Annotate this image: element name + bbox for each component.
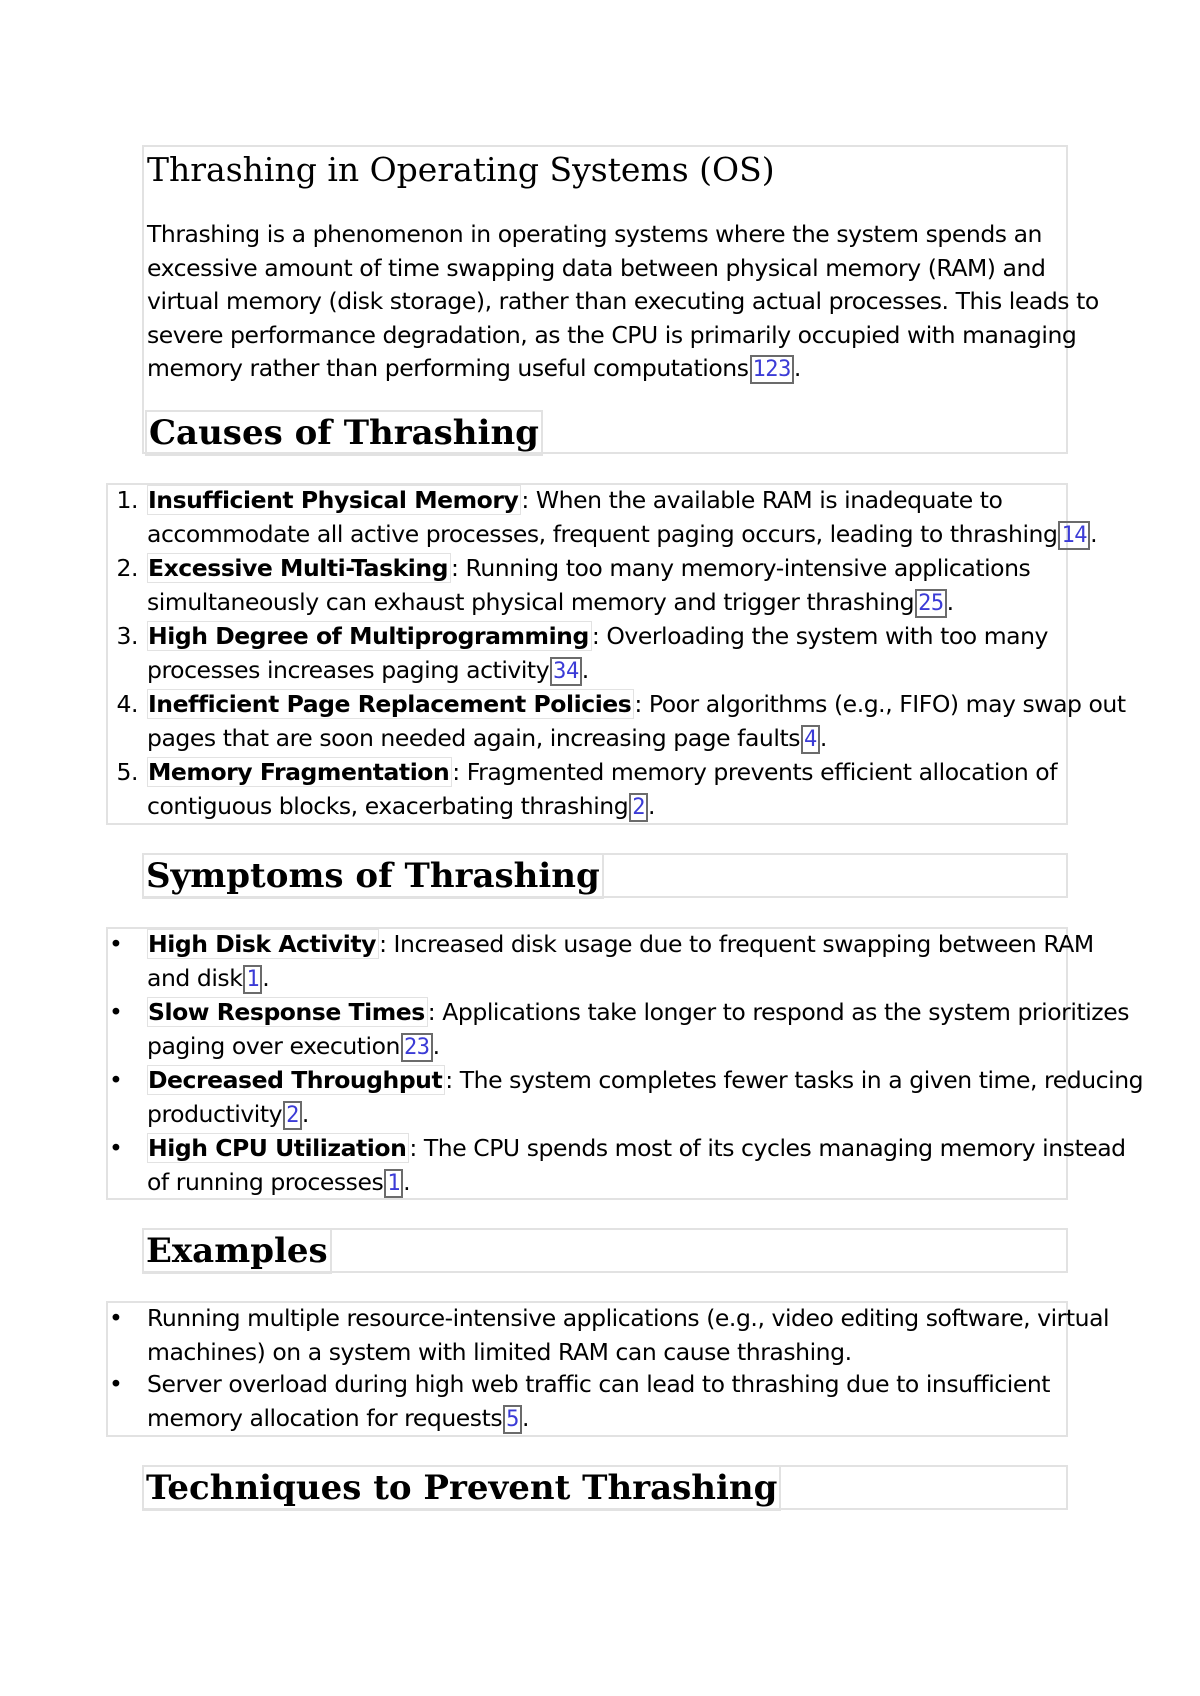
bullet: • [109,1066,123,1094]
list-item [116,552,1062,620]
list-item [109,1064,1144,1132]
citation-link[interactable]: 25 [915,589,947,618]
list-number: 1. [116,486,138,514]
item-text: pages that are soon needed again, increasing page faults [147,723,801,752]
item-text: contiguous blocks, exacerbating thrashing [147,791,629,820]
term: Inefficient Page Replacement Policies [147,689,634,719]
intro-line: Thrashing is a phenomenon in operating systems where the system spends an [147,220,1042,248]
item-text: processes increases paging activity [147,655,550,684]
item-text: Running multiple resource-intensive applications (e.g., video editing software, virtual [147,1304,1110,1332]
period: . [793,354,801,382]
bullet: • [109,1134,123,1162]
citation-link[interactable]: 2 [629,793,648,822]
intro-last-line: memory rather than performing useful computations [147,354,749,382]
item-text: : Increased disk usage due to frequent swapping between RAM [379,930,1094,958]
prevention-heading: Techniques to Prevent Thrashing [142,1465,781,1511]
bullet: • [109,1304,123,1332]
item-text: Server overload during high web traffic can lead to thrashing due to insufficient [147,1370,1051,1398]
bullet: • [109,930,123,958]
list-item [109,996,1129,1064]
item-text: machines) on a system with limited RAM can cause thrashing. [147,1337,852,1366]
symptoms-heading: Symptoms of Thrashing [142,853,604,899]
citation-link[interactable]: 23 [401,1033,433,1062]
item-text: accommodate all active processes, frequent paging occurs, leading to thrashing [147,519,1058,548]
item-text: : Applications take longer to respond as the system prioritizes [427,998,1129,1026]
causes-heading: Causes of Thrashing [145,410,543,456]
citation-link[interactable]: 1 [243,965,262,994]
list-item [116,620,1062,688]
item-text: : Overloading the system with too many [591,622,1049,650]
period: . [403,1167,411,1196]
term: Excessive Multi-Tasking [147,553,451,583]
list-item [109,1302,1110,1369]
item-text: : The CPU spends most of its cycles managing memory instead [409,1134,1126,1162]
list-number: 3. [116,622,138,650]
list-item [116,688,1126,756]
list-item [116,756,1062,824]
citation-link[interactable]: 123 [750,355,794,384]
bullet: • [109,1370,123,1398]
period: . [819,723,827,752]
item-text: : Poor algorithms (e.g., FIFO) may swap out [634,690,1126,718]
item-text: and disk [147,963,243,992]
item-text: of running processes [147,1167,384,1196]
item-text: : Fragmented memory prevents efficient allocation of [452,758,1058,786]
period: . [946,587,954,616]
item-text: simultaneously can exhaust physical memory and trigger thrashing [147,587,915,616]
period: . [581,655,589,684]
citation-link[interactable]: 5 [503,1405,522,1434]
period: . [1090,519,1098,548]
citation-link[interactable]: 2 [283,1101,302,1130]
list-number: 5. [116,758,138,786]
term: High Disk Activity [147,929,379,959]
bullet: • [109,998,123,1026]
period: . [521,1403,529,1432]
item-text: paging over execution [147,1031,400,1060]
intro-line: virtual memory (disk storage), rather than executing actual processes. This leads to [147,287,1099,315]
citation-link[interactable]: 1 [384,1169,403,1198]
page-title: Thrashing in Operating Systems (OS) [147,150,775,189]
intro-line [147,352,1072,387]
list-number: 2. [116,554,138,582]
period: . [648,791,656,820]
item-text: : Running too many memory-intensive applications [451,554,1031,582]
citation-link[interactable]: 34 [550,657,582,686]
term: High CPU Utilization [147,1133,409,1163]
list-item [109,928,1094,996]
term: Slow Response Times [147,997,428,1027]
citation-link[interactable]: 14 [1058,521,1090,550]
list-item [109,1368,1062,1436]
term: Decreased Throughput [147,1065,445,1095]
list-number: 4. [116,690,138,718]
list-item [116,484,1098,552]
item-text: memory allocation for requests [147,1403,503,1432]
period: . [262,963,270,992]
term: Memory Fragmentation [147,757,452,787]
list-item [109,1132,1126,1200]
term: Insufficient Physical Memory [147,485,521,515]
term: High Degree of Multiprogramming [147,621,592,651]
intro-line: severe performance degradation, as the CPU is primarily occupied with managing [147,320,1077,349]
intro-paragraph [147,218,1099,387]
period: . [432,1031,440,1060]
item-text: productivity [147,1099,283,1128]
item-text: : The system completes fewer tasks in a given time, reducing [445,1066,1144,1094]
examples-heading: Examples [142,1228,332,1274]
period: . [301,1099,309,1128]
item-text: : When the available RAM is inadequate to [521,486,1003,514]
citation-link[interactable]: 4 [801,725,820,754]
intro-line: excessive amount of time swapping data between physical memory (RAM) and [147,253,1046,282]
